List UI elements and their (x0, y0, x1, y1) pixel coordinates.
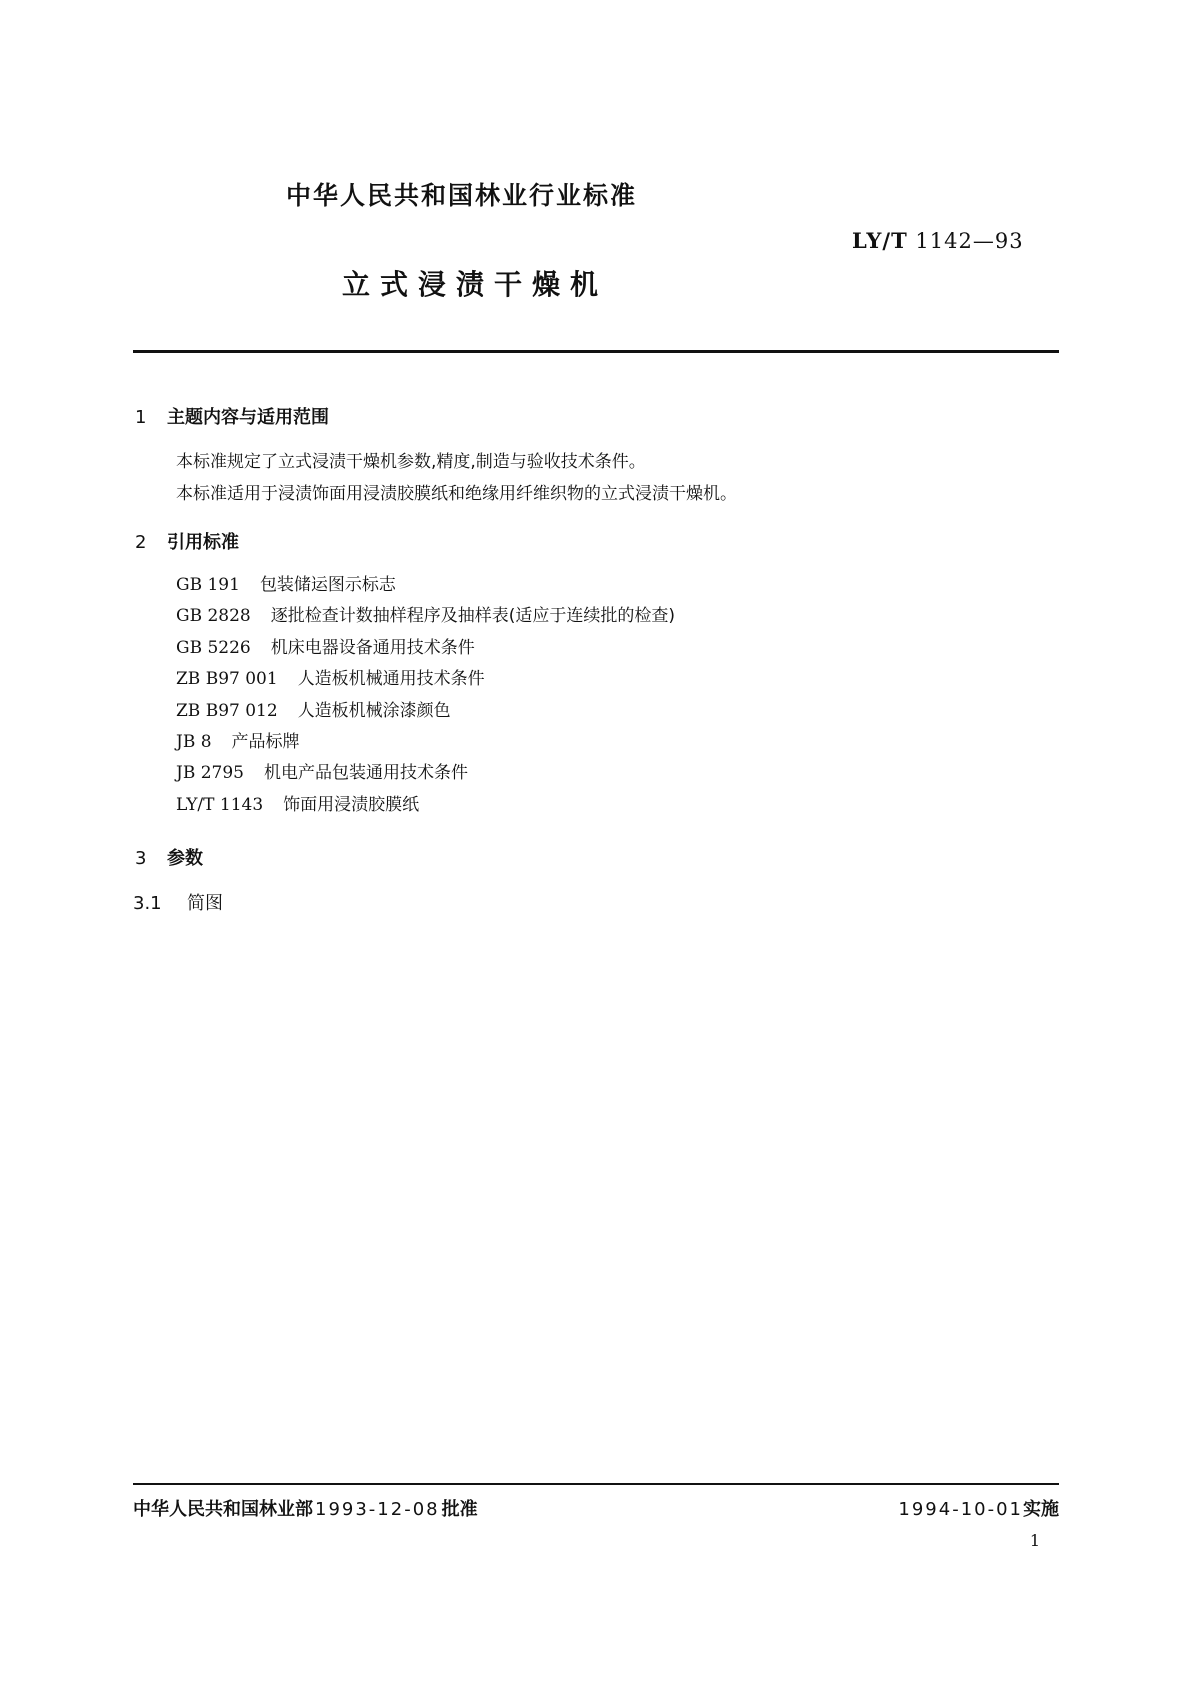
list-item (176, 664, 675, 695)
list-item (176, 633, 675, 664)
subsection-title: 简图 (187, 893, 223, 914)
list-item (176, 758, 675, 789)
reference-name: 人造板机械通用技术条件 (297, 669, 485, 690)
standard-code-number: 1142—93 (915, 229, 1024, 253)
reference-name: 产品标牌 (231, 731, 300, 752)
footer-divider (133, 1483, 1059, 1485)
organization-title: 中华人民共和国林业行业标准 (286, 181, 638, 210)
reference-name: 包装储运图示标志 (259, 575, 396, 595)
document-title: 立式浸渍干燥机 (342, 268, 609, 301)
section-heading-1 (135, 403, 329, 429)
section-heading-2 (135, 528, 239, 554)
reference-name: 机床电器设备通用技术条件 (270, 637, 475, 658)
reference-list (176, 570, 675, 821)
effective-statement (898, 1495, 1059, 1521)
section-title: 引用标准 (167, 532, 239, 553)
list-item (176, 601, 675, 632)
list-item (176, 570, 675, 601)
approval-statement (133, 1495, 478, 1521)
subsection-number: 3.1 (133, 893, 162, 914)
reference-name: 逐批检查计数抽样程序及抽样表(适应于连续批的检查) (270, 606, 676, 627)
reference-code: GB 191 (176, 575, 240, 595)
reference-code: GB 5226 (176, 637, 251, 658)
paragraph: 本标准适用于浸渍饰面用浸渍胶膜纸和绝缘用纤维织物的立式浸渍干燥机。 (176, 484, 737, 504)
reference-name: 饰面用浸渍胶膜纸 (283, 794, 420, 815)
list-item (176, 696, 675, 727)
approver: 中华人民共和国林业部 (133, 1499, 313, 1520)
section-number: 3 (135, 848, 147, 869)
standard-code-prefix: LY/T (852, 228, 908, 253)
section-heading-3 (135, 844, 203, 870)
reference-code: GB 2828 (176, 606, 251, 627)
effective-suffix: 实施 (1023, 1499, 1059, 1520)
reference-name: 人造板机械涂漆颜色 (297, 700, 451, 721)
standard-code (852, 228, 1024, 253)
reference-name: 机电产品包装通用技术条件 (263, 763, 468, 784)
reference-code: JB 8 (176, 731, 212, 752)
paragraph: 本标准规定了立式浸渍干燥机参数,精度,制造与验收技术条件。 (176, 452, 646, 472)
reference-code: ZB B97 001 (176, 669, 278, 690)
approval-date: 1993-12-08 (315, 1499, 440, 1520)
effective-date: 1994-10-01 (898, 1499, 1023, 1520)
section-title: 主题内容与适用范围 (167, 407, 329, 428)
approval-suffix: 批准 (441, 1499, 478, 1520)
page-number: 1 (1029, 1531, 1040, 1550)
list-item (176, 727, 675, 758)
section-number: 1 (135, 407, 147, 428)
subsection-heading-3-1 (133, 889, 223, 915)
reference-code: JB 2795 (176, 763, 244, 784)
section-title: 参数 (167, 848, 203, 869)
header-divider (133, 350, 1059, 353)
section-number: 2 (135, 532, 147, 553)
reference-code: ZB B97 012 (176, 700, 278, 721)
list-item (176, 790, 675, 821)
reference-code: LY/T 1143 (176, 794, 264, 815)
